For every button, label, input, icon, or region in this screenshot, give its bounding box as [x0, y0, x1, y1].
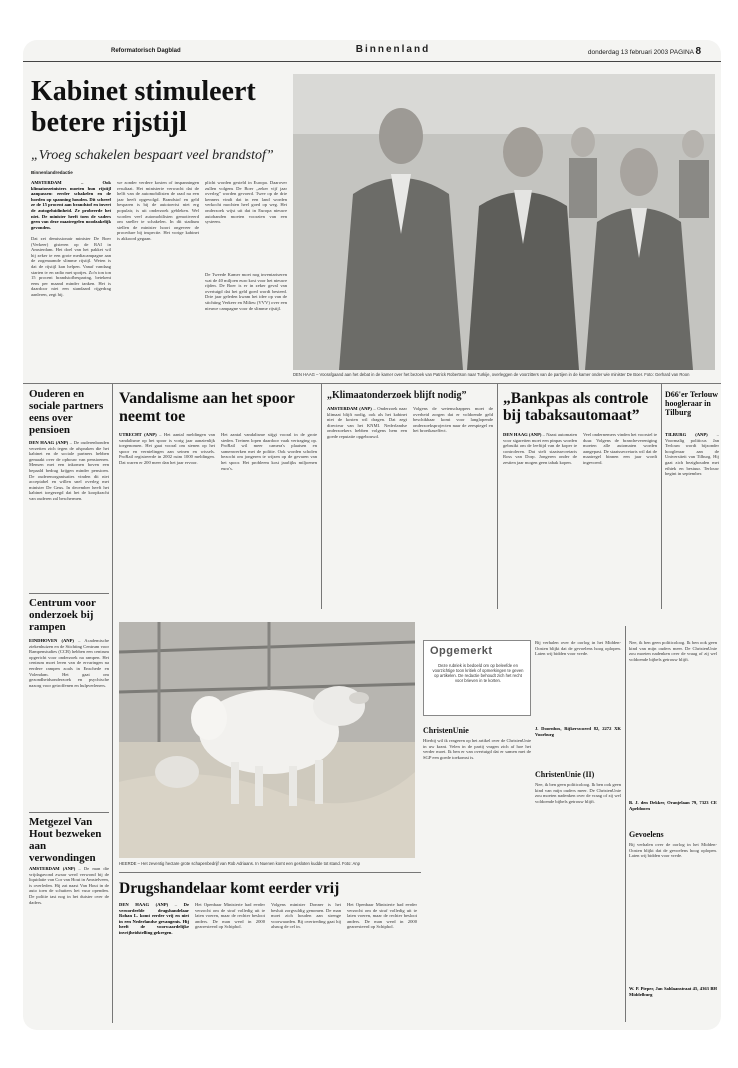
divider: [29, 812, 109, 813]
opgemerkt-box: [423, 640, 531, 716]
lead-col2: we zonder verdere kosten of inspanningen resultaat. Het ministerie verwacht dat de helft van de automobilisten de raad na een jaar heeft opgevolgd. Brandstof en geld besparen is bij de autotoerist niet erg populair, is uit onderzoek gebleken. Wel worden veel automobilisten gemotiveerd om sneller te schakelen. In dit stadium stellen de minister hoort ongeveer de procedure bij inspectie. Het vorige kabinet is akkoord gegaan.: [117, 180, 199, 241]
vanhout-byline: AMSTERDAM (ANP): [29, 866, 76, 871]
pensioen-headline: Ouderen en sociale partners eens over pensioen: [29, 388, 104, 436]
letter3-body: Bij verhalen over de oorlog in het Midden-Oosten blijkt dat de gevoelens hoog oplopen. Laten wij bidden voor vrede.: [629, 842, 717, 859]
pensioen-body: DEN HAAG (ANP) – De ouderenbonden verzetten zich tegen de afspraken die het kabinet en de sociale partners hebben gemaakt over de opbouw van pensioenen. Mensen met een inkomen boven een bepaald bedrag krijgen minder pensioen. De ouderenorganisaties vinden dit niet acceptabel en willen snel overleg met minister De Geus. In december heeft het kabinet toegezegd dat het de koopkracht van ouderen zal beschermen.: [29, 440, 109, 501]
letters-right-col: Nee, ik ben geen politicoloog. Ik ben ook geen kind van mijn ouders meer. De ChristenUnie zou moeten nadenken over de vraag of zij wel voldoende bijbels getrouw blijft.: [629, 640, 717, 662]
divider-vertical: [625, 626, 626, 1022]
letter1-sign: [535, 726, 621, 766]
date-text: donderdag 13 februari 2003: [587, 49, 669, 56]
drug-intro-text: De veroordeelde drugshandelaar Rohan L. komt eerder vrij en niet in een Nederlandse gevangenis. Hij heeft de voorwaardelijke invrijheidstelling gekregen.: [119, 902, 189, 935]
vandalisme-headline: Vandalisme aan het spoor neemt toe: [119, 390, 295, 425]
divider-vertical: [661, 383, 662, 609]
d66-text: Voormalig politicus Jan Terlouw wordt bijzonder hoogleraar aan de Universiteit van Tilburg. Hij gaat zich bezighouden met ethiek en bestuur. Terlouw begint in september.: [665, 437, 719, 477]
letter3-sign: [629, 986, 717, 1014]
opgemerkt-title: Opgemerkt: [430, 645, 493, 657]
drug-body1: Het Openbaar Ministerie had eerder verzocht om de straf volledig uit te laten voeren, maar de rechter besloot anders. De man werd in 2000 gearresteerd op Schiphol.: [195, 902, 265, 930]
letter2-signature: B. J. den Dekker, Oranjelaan 79, 7323 CE Apeldoorn: [629, 800, 717, 811]
divider-vertical: [321, 383, 322, 609]
lead-col3: plicht worden gesteld in Europa. Daarover zullen volgens De Boer „zeker vijf jaar overleg” worden gevoerd. Twee op de drie kenners vindt dat in een land worden verkocht mochten heel goed op weg. Het onderzoek wijst uit dat in Europa nieuwe autobanden moeten voorzien van een systeem.: [205, 180, 287, 225]
drug-body2: Volgens minister Donner is het besluit zorgvuldig genomen. De man moet zich houden aan strenge voorwaarden. Bij overtreding gaat hij alsnog de cel in.: [271, 902, 341, 930]
pensioen-byline: DEN HAAG (ANP): [29, 440, 69, 445]
letters-top-right: Bij verhalen over de oorlog in het Midden-Oosten blijkt dat de gevoelens hoog oplopen. Laten wij bidden voor vrede.: [535, 640, 621, 657]
lead-intro-text: AMSTERDAM – Ook klimatoezeinisters moeten hun rijstijl aanpassen: eerder schakelen en de hoeden op spanning houden. Dit schreef ze de 15 procent aan brandstof en invert de autogeluidinheid. Ze probeerde het niet. De minister heeft toen de vaders geen van deze maatregelen noodzakelijk gevonden.: [31, 180, 111, 230]
bank-body1: DEN HAAG (ANP) – Naast automaten voor sigaretten moet een pinpas worden gebruikt om de leeftijd van de koper te controleren. Dat stelt staatssecretaris Ross van Dorp. Jongeren onder de zestien jaar mogen geen tabak kopen.: [503, 432, 577, 465]
lead-col4: De Tweede Kamer moet nog inventariseren wat de 40 miljoen euro kost voor het nieuwe rijden. De Boer is er in zeker geval van overtuigd dat het geld goed wordt besteed. Drie jaar geleden kwam het idee op van de stichting Verkeer en Milieu (VVV) over een nieuwe campagne voor de slimme rijstijl.: [205, 272, 287, 311]
divider: [119, 872, 421, 873]
rampen-body: EINDHOVEN (ANP) – Academische ziekenhuizen en de Stichting Centrum voor Rampenstudies (CCR) hebben een centrum opgericht voor onderzoek na rampen. Het centrum moet leren van de ervaringen na eerdere rampen zoals in Enschede en Volendam. Het gaat om gezondheidsonderzoek en psychische nazorg voor getroffenen en hulpverleners.: [29, 638, 109, 688]
lead-subhead: „Vroeg schakelen bespaart veel brandstof”: [31, 148, 274, 163]
letter3-signature: W. P. Pieper, Jan Sahlaanstraat 45, 4363 BH Middelburg: [629, 986, 717, 997]
letter3-heading: Gevoelens: [629, 830, 664, 839]
rampen-headline: Centrum voor onderzoek bij rampen: [29, 597, 96, 633]
drug-byline: DEN HAAG (ANP): [119, 902, 169, 907]
klimaat-headline: „Klimaatonderzoek blijft nodig”: [327, 390, 467, 401]
page-number: 8: [695, 46, 701, 57]
vanhout-headline: Metgezel Van Hout bezweken aan verwondingen: [29, 816, 102, 864]
lead-photo-caption: DEN HAAG – Voorafgaand aan het debat in de kamer over het bezoek van Patrick Robertson naar Turkije, overleggen de voorzitters van de partijen in de kamer onder wie minister De Boer. Foto: Gerhard van Roon: [293, 372, 690, 377]
bank-byline: DEN HAAG (ANP): [503, 432, 542, 437]
newspaper-page: [23, 40, 721, 1030]
lead-col1-text: Dat zei demissionair minister De Boer (Verkeer) gisteren op de RAI in Amsterdam. Het doel van het pakket wil hij zeker te een grote mediacampagne aan de zogenaamde slimme rijstijl. Weten is dat de rijstijl kan helpen. Vanaf vandaag starten tv en radio met spotjes. Zo'n ton ton 15 procent brandstofbesparing, betekent eens per maand minder tanken. Het is daardoor niet een standaard rijgedrag aanleren, zegt hij.: [31, 235, 111, 297]
vanhout-text: De man die vrijdagavond zwaar werd verwond bij de liquidatie van Cor van Hout in Amstelveen, is overleden. Hij zat naast Van Hout in de auto toen de schutters het vuur openden. De politie tast nog in het duister over de daders.: [29, 866, 109, 905]
sheep-image: [119, 622, 415, 858]
klimaat-body1: AMSTERDAM (ANP) – Onderzoek naar klimaat blijft nodig, ook als het kabinet niet de kosten wil dragen. Dat zegt directeur van het KNMI. Nederlandse onderzoekers hebben volgens hem een goede reputatie opgebouwd.: [327, 406, 407, 439]
bank-body2: Veel ondernemers vinden het voorstel te duur. Volgens de branchevereniging moeten alle automaten worden aangepast. De staatssecretaris wil dat de maatregel binnen een jaar wordt ingevoerd.: [583, 432, 657, 465]
drug-body3: Het Openbaar Ministerie had eerder verzocht om de straf volledig uit te laten voeren, maar de rechter besloot anders. De man werd in 2000 gearresteerd op Schiphol.: [347, 902, 417, 930]
divider-vertical: [112, 383, 113, 1023]
letter2-heading: ChristenUnie (II): [535, 770, 595, 779]
letter1-signature: J. Doornbos, Rijkerswoerd 82, 2272 XK Voorburg: [535, 726, 621, 737]
pensioen-text: De ouderenbonden verzetten zich tegen de afspraken die het kabinet en de sociale partners hebben gemaakt over de opbouw van pensioenen. Mensen met een inkomen boven een bepaald bedrag krijgen minder pensioen. De ouderenorganisaties vinden dit niet acceptabel en willen snel overleg met minister De Geus. In december heeft het kabinet toegezegd dat het de koopkracht van ouderen zal beschermen.: [29, 440, 109, 501]
page-label: PAGINA: [669, 49, 694, 56]
lead-byline: Binnenlandredactie: [31, 170, 73, 175]
d66-byline: TILBURG (ANP): [665, 432, 708, 437]
rampen-text: Academische ziekenhuizen en de Stichting Centrum voor Rampenstudies (CCR) hebben een centrum opgericht voor onderzoek na rampen. Het centrum moet leren van de ervaringen na eerdere rampen zoals in Enschede en Volendam. Het gaat om gezondheidsonderzoek en psychische nazorg voor getroffenen en hulpverleners.: [29, 638, 109, 688]
paper-name: Reformatorisch Dagblad: [111, 48, 181, 54]
bank-headline: „Bankpas als controle bij tabaksautomaat”: [503, 390, 649, 424]
vanhout-body: AMSTERDAM (ANP) – De man die vrijdagavond zwaar werd verwond bij de liquidatie van Cor van Hout in Amstelveen, is overleden. Hij zat naast Van Hout in de auto toen de schutters het vuur openden. De politie tast nog in het duister over de daders.: [29, 866, 109, 905]
sheep-photo-caption: HEERDE – Het zeventig hectare grote schapenbedrijf van Rob Adriaans. In Nuenen komt een gesloten kudde tot stand. Foto: Anp: [119, 861, 360, 866]
letter2-sign: [629, 800, 717, 816]
issue-date: [588, 46, 701, 57]
drug-intro: DEN HAAG (ANP) – De veroordeelde drugshandelaar Rohan L. komt eerder vrij en niet in een Nederlandse gevangenis. Hij heeft de voorwaardelijke invrijheidstelling gekregen.: [119, 902, 189, 935]
vandalisme-body2: Het aantal vandalisme stijgt vooral in de grote steden. Treinen lopen daardoor vaak vertraging op. ProRail wil meer camera's plaatsen en samenwerken met de politie. Ook worden scholen bezocht om jongeren te wijzen op de gevaren van het spoor. Het probleem kost jaarlijks miljoenen euro's.: [221, 432, 317, 471]
vandalisme-byline: UTRECHT (ANP): [119, 432, 157, 437]
lead-intro: [31, 180, 111, 372]
divider: [23, 383, 721, 384]
divider: [29, 593, 109, 594]
section-title: Binnenland: [355, 44, 431, 55]
d66-body: TILBURG (ANP) – Voormalig politicus Jan Terlouw wordt bijzonder hoogleraar aan de Universiteit van Tilburg. Hij gaat zich bezighouden met ethiek en bestuur. Terlouw begint in september.: [665, 432, 719, 477]
letter1-body: Hierbij wil ik reageren op het artikel over de ChristenUnie in uw krant. Velen in de partij vragen zich af hoe het verder moet. Ik ben er van overtuigd dat er samen met de SGP een goede toekomst is.: [423, 738, 531, 760]
bank-text1: Naast automaten voor sigaretten moet een pinpas worden gebruikt om de leeftijd van de koper te controleren. Dat stelt staatssecretaris Ross van Dorp. Jongeren onder de zestien jaar mogen geen tabak kopen.: [503, 432, 577, 465]
klimaat-text1: Onderzoek naar klimaat blijft nodig, ook als het kabinet niet de kosten wil dragen. Dat zegt directeur van het KNMI. Nederlandse onderzoekers hebben volgens hem een goede reputatie opgebouwd.: [327, 406, 407, 439]
sheep-photo: [119, 622, 415, 858]
masthead: [23, 40, 721, 62]
drug-headline: Drugshandelaar komt eerder vrij: [119, 880, 340, 897]
letter1-heading: ChristenUnie: [423, 726, 469, 735]
vandalisme-text1: Het aantal meldingen van vandalisme op het spoor is vorig jaar aanzienlijk toegenomen. Het gaat vooral om stenen op het spoor en vernielingen aan seinen en wissels. ProRail registreerde in 2002 ruim 1000 meldingen. Dat waren er 200 meer dan het jaar ervoor.: [119, 432, 215, 465]
lead-photo: [293, 74, 715, 370]
opgemerkt-intro: Deze rubriek is bedoeld om op beleefde en voorzichtige toon kritiek of opmerkingen te geven op artikelen. De redactie behoudt zich het recht voor brieven in te korten.: [432, 663, 524, 683]
divider-vertical: [497, 383, 498, 609]
klimaat-body2: Volgens de wetenschappers moet de overheid zorgen dat er voldoende geld beschikbaar komt voor langlopende onderzoeksprojecten naar de zeespiegel en het broeikaseffect.: [413, 406, 493, 434]
rampen-byline: EINDHOVEN (ANP): [29, 638, 74, 643]
politicians-photo: [293, 74, 715, 370]
klimaat-byline: AMSTERDAM (ANP): [327, 406, 372, 411]
d66-headline: D66'er Terlouw hoogleraar in Tilburg: [665, 390, 718, 417]
letter2-body: Nee, ik ben geen politicoloog. Ik ben ook geen kind van mijn ouders meer. De ChristenUnie zou moeten nadenken over de vraag of zij wel voldoende bijbels getrouw blijft.: [535, 782, 621, 804]
lead-headline: Kabinet stimuleert betere rijstijl: [31, 76, 256, 138]
vandalisme-body1: UTRECHT (ANP) – Het aantal meldingen van vandalisme op het spoor is vorig jaar aanzienlijk toegenomen. Het gaat vooral om stenen op het spoor en vernielingen aan seinen en wissels. ProRail registreerde in 2002 ruim 1000 meldingen. Dat waren er 200 meer dan het jaar ervoor.: [119, 432, 215, 465]
